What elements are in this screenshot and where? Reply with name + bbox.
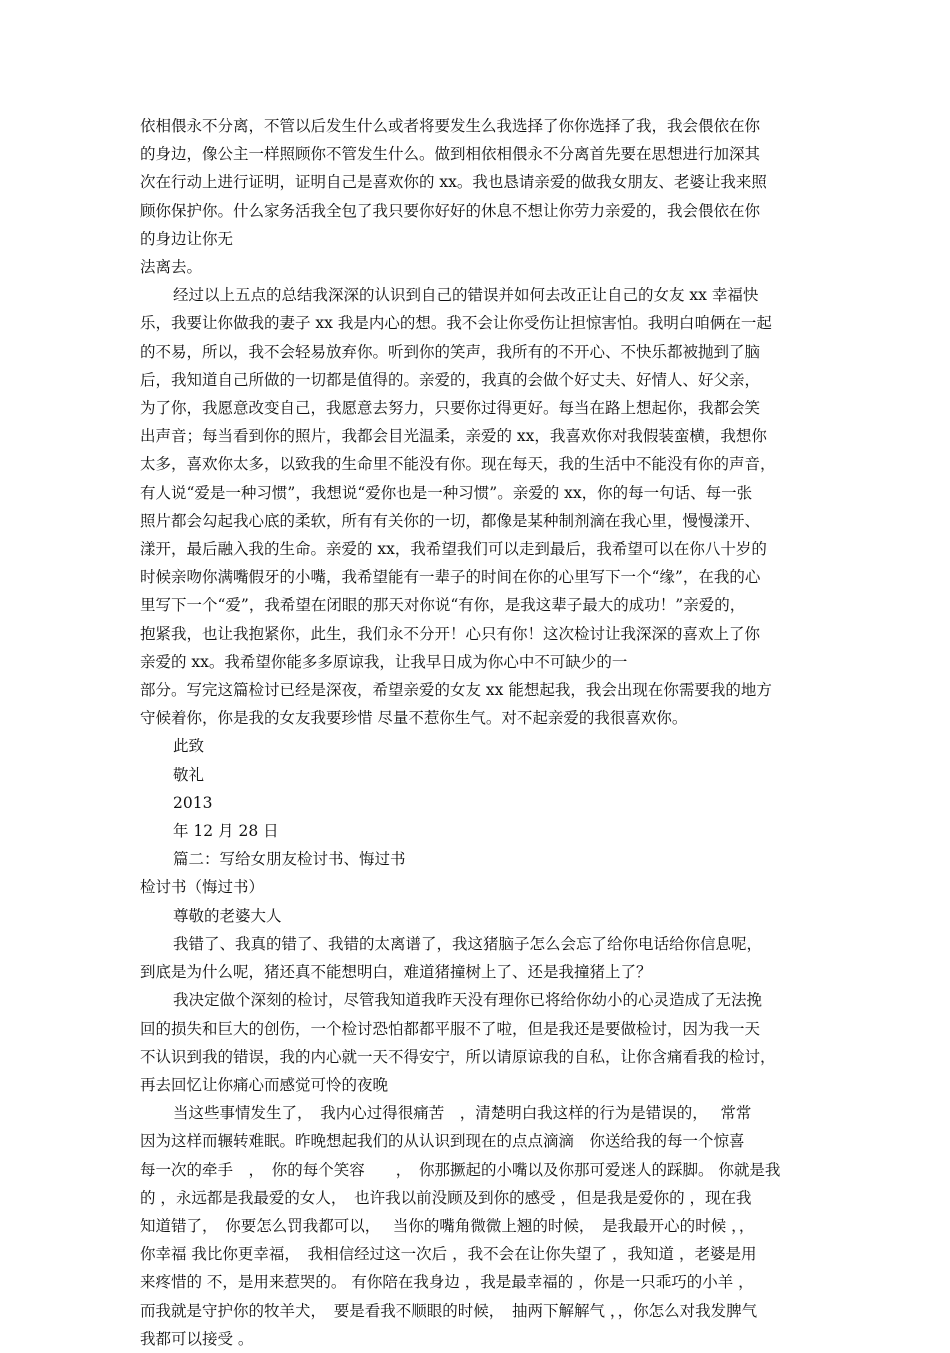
text-line: 时候亲吻你满嘴假牙的小嘴，我希望能有一辈子的时间在你的心里写下一个“缘”，在我的心 — [140, 568, 761, 587]
text-line: 不认识到我的错误，我的内心就一天不得安宁，所以请原谅我的自私，让你含痛看我的检讨， — [140, 1047, 776, 1066]
text-line: 的身边，像公主一样照顾你不管发生什么。做到相依相偎永不分离首先要在思想进行加深其 — [140, 145, 761, 164]
text-line: 我决定做个深刻的检讨，尽管我知道我昨天没有理你已将给你幼小的心灵造成了无法挽 — [173, 991, 763, 1010]
text-line: 照片都会勾起我心底的柔软，所有有关你的一切，都像是某种制剂滴在我心里，慢慢漾开、 — [140, 511, 761, 530]
text-line: 为了你，我愿意改变自己，我愿意去努力，只要你过得更好。每当在路上想起你，我都会笑 — [140, 399, 761, 418]
text-line: 我错了、我真的错了、我错的太离谱了，我这猪脑子怎么会忘了给你电话给你信息呢， — [173, 934, 763, 953]
text-line: 漾开，最后融入我的生命。亲爱的 xx，我希望我们可以走到最后，我希望可以在你八十岁的 — [140, 540, 767, 559]
text-line: 你幸福 我比你更幸福， 我相信经过这一次后 ，我不会在让你失望了 ，我知道 ，老婆是用 — [140, 1245, 757, 1264]
text-line: 到底是为什么呢，猪还真不能想明白，难道猪撞树上了、还是我撞猪上了？ — [140, 963, 652, 982]
text-line: 而我就是守护你的牧羊犬， 要是看我不顺眼的时候， 抽两下解解气 ，，你怎么对我发脾气 — [140, 1301, 758, 1320]
text-line: 尊敬的老婆大人 — [173, 906, 282, 925]
text-line: 的 ，永远都是我最爱的女人， 也许我以前没顾及到你的感受 ，但是我是爱你的 ，现在我 — [140, 1188, 752, 1207]
text-line: 亲爱的 xx。我希望你能多多原谅我，让我早日成为你心中不可缺少的一 — [140, 652, 628, 671]
text-line: 当这些事情发生了， 我内心过得很痛苦 ，清楚明白我这样的行为是错误的， 常常 — [173, 1104, 752, 1123]
text-line: 依相偎永不分离，不管以后发生什么或者将要发生么我选择了你你选择了我，我会偎依在你 — [140, 117, 761, 135]
text-line: 2013 — [173, 793, 213, 812]
text-line: 出声音；每当看到你的照片，我都会目光温柔，亲爱的 xx，我喜欢你对我假装蛮横，我想你 — [140, 427, 767, 446]
document-page — [140, 112, 815, 1353]
text-line: 来疼惜的 不，是用来惹哭的。 有你陪在我身边 ，我是最幸福的 ，你是一只乖巧的小羊 ， — [140, 1273, 754, 1292]
text-line: 我都可以接受 。 — [140, 1329, 254, 1348]
text-line: 篇二：写给女朋友检讨书、悔过书 — [173, 850, 406, 869]
text-line: 的不易，所以，我不会轻易放弃你。听到你的笑声，我所有的不开心、不快乐都被抛到了脑 — [140, 342, 761, 361]
text-line: 法离去。 — [140, 258, 203, 277]
text-line: 里写下一个“爱”，我希望在闭眼的那天对你说“有你，是我这辈子最大的成功！”亲爱的， — [140, 596, 746, 615]
text-line: 回的损失和巨大的创伤，一个检讨恐怕都都平服不了啦，但是我还是要做检讨，因为我一天 — [140, 1019, 761, 1038]
text-line: 经过以上五点的总结我深深的认识到自己的错误并如何去改正让自己的女友 xx 幸福快 — [173, 286, 759, 305]
text-line: 后，我知道自己所做的一切都是值得的。亲爱的，我真的会做个好丈夫、好情人、好父亲， — [140, 370, 761, 389]
text-line: 抱紧我，也让我抱紧你，此生，我们永不分开！心只有你！这次检讨让我深深的喜欢上了你 — [140, 624, 761, 643]
text-line: 此致 — [173, 737, 205, 756]
text-line: 检讨书（悔过书） — [140, 878, 265, 897]
text-line: 乐，我要让你做我的妻子 xx 我是内心的想。我不会让你受伤让担惊害怕。我明白咱俩在一起 — [140, 314, 772, 333]
text-line: 太多，喜欢你太多，以致我的生命里不能没有你。现在每天，我的生活中不能没有你的声音， — [140, 455, 776, 474]
text-line: 知道错了， 你要怎么罚我都可以， 当你的嘴角微微上翘的时候， 是我最开心的时候 ，， — [140, 1216, 755, 1235]
text-line: 次在行动上进行证明，证明自己是喜欢你的 xx。我也恳请亲爱的做我女朋友、老婆让我来照 — [140, 173, 767, 192]
text-line: 守候着你，你是我的女友我要珍惜 尽量不惹你生气。对不起亲爱的我很喜欢你。 — [140, 709, 688, 728]
text-line: 再去回忆让你痛心而感觉可怜的夜晚 — [140, 1075, 389, 1094]
text-line: 因为这样而辗转难眠。昨晚想起我们的从认识到现在的点点滴滴 你送给我的每一个惊喜 — [140, 1132, 745, 1151]
text-line: 的身边让你无 — [140, 229, 234, 248]
text-line: 敬礼 — [173, 765, 205, 784]
text-line: 年 12 月 28 日 — [173, 822, 279, 841]
text-line: 部分。写完这篇检讨已经是深夜，希望亲爱的女友 xx 能想起我，我会出现在你需要我的地方 — [140, 681, 772, 700]
text-line: 顾你保护你。什么家务活我全包了我只要你好好的休息不想让你劳力亲爱的，我会偎依在你 — [140, 201, 761, 220]
text-line: 有人说“爱是一种习惯”，我想说“爱你也是一种习惯”。亲爱的 xx，你的每一句话、每一张 — [140, 483, 753, 502]
text-line: 每一次的牵手 ， 你的每个笑容 ， 你那撅起的小嘴以及你那可爱迷人的踩脚。 你就是我 — [140, 1160, 781, 1179]
